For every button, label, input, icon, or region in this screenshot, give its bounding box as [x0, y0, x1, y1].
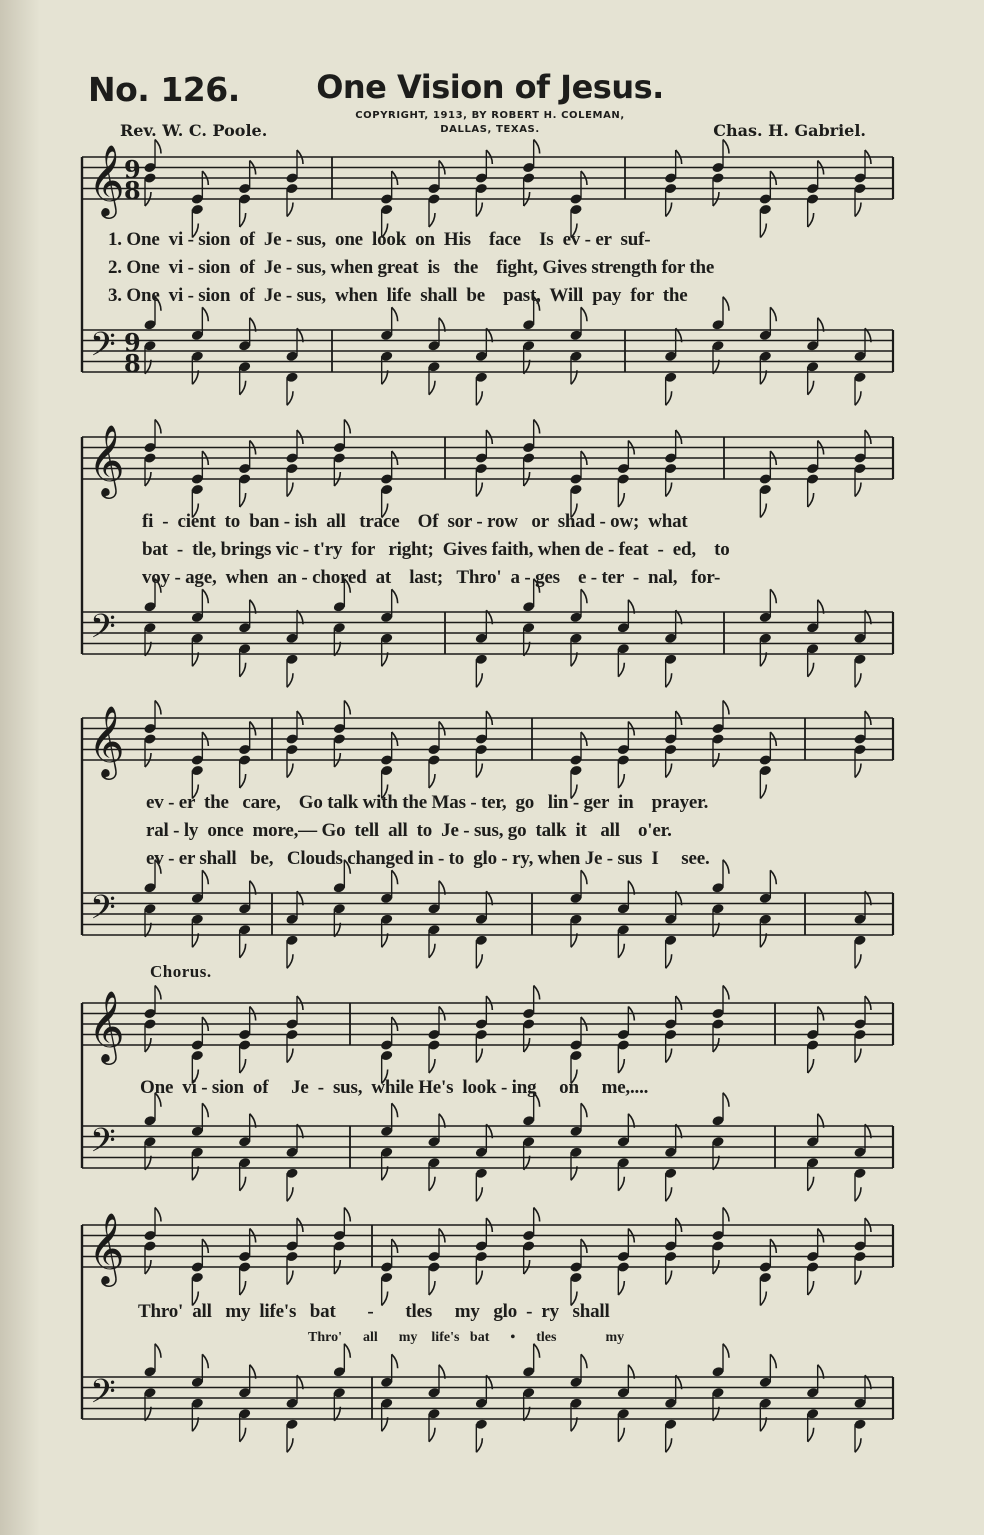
note-flag — [155, 701, 161, 715]
note-flag — [723, 701, 729, 715]
note-flag — [618, 663, 624, 677]
note-flag — [287, 1049, 293, 1063]
composer-credit: Chas. H. Gabriel. — [713, 121, 866, 140]
note-flag — [287, 1438, 293, 1452]
note-flag — [618, 944, 624, 958]
note-flag — [723, 1208, 729, 1222]
note-flag — [392, 307, 398, 321]
treble-clef: 𝄞 — [88, 704, 125, 777]
note-flag — [202, 1103, 208, 1117]
note-flag — [240, 1428, 246, 1442]
hymn-number: No. 126. — [88, 70, 240, 109]
note-flag — [429, 1177, 435, 1191]
note-flag — [476, 1271, 482, 1285]
note-flag — [202, 870, 208, 884]
note-flag — [534, 1208, 540, 1222]
note-flag — [770, 589, 776, 603]
hymn-title: One Vision of Jesus. — [316, 68, 664, 106]
note-flag — [808, 663, 814, 677]
note-flag — [240, 944, 246, 958]
bass-clef: 𝄢 — [90, 1373, 116, 1419]
bass-clef: 𝄢 — [90, 326, 116, 372]
note-flag — [476, 483, 482, 497]
note-flag — [666, 673, 672, 687]
time-signature-top: 9 — [124, 328, 141, 357]
note-flag — [392, 589, 398, 603]
note-flag — [287, 673, 293, 687]
note-flag — [287, 1187, 293, 1201]
note-flag — [666, 1187, 672, 1201]
bass-clef: 𝄢 — [90, 608, 116, 654]
note-flag — [770, 870, 776, 884]
bass-clef: 𝄢 — [90, 889, 116, 935]
note-flag — [429, 381, 435, 395]
note-flag — [808, 1059, 814, 1073]
treble-clef: 𝄞 — [88, 143, 125, 216]
note-flag — [240, 1177, 246, 1191]
system-1-verse-2: 2. One vi - sion of Je - sus, when great is the fight, Gives strength for the — [108, 257, 715, 278]
lyricist-credit: Rev. W. C. Poole. — [120, 121, 268, 140]
note-flag — [429, 1428, 435, 1442]
note-flag — [618, 774, 624, 788]
note-flag — [723, 986, 729, 1000]
copyright-notice: COPYRIGHT, 1913, BY ROBERT H. COLEMAN, — [355, 110, 625, 121]
note-flag — [855, 764, 861, 778]
note-flag — [618, 493, 624, 507]
system-2-verse-2: bat - tle, brings vic - t'ry for right; Gives faith, when de - feat - ed, to — [142, 539, 730, 560]
note-flag — [476, 1187, 482, 1201]
note-flag — [666, 391, 672, 405]
note-flag — [155, 140, 161, 154]
note-flag — [392, 1354, 398, 1368]
note-flag — [429, 944, 435, 958]
note-flag — [723, 1344, 729, 1358]
note-flag — [534, 420, 540, 434]
time-signature-bottom: 8 — [124, 349, 141, 378]
note-flag — [392, 1103, 398, 1117]
note-flag — [534, 986, 540, 1000]
note-flag — [808, 1281, 814, 1295]
note-flag — [476, 673, 482, 687]
note-flag — [476, 954, 482, 968]
chorus-verse: One vi - sion of Je - sus, while He's look - ing on me,.... — [140, 1077, 649, 1098]
note-flag — [202, 307, 208, 321]
treble-clef: 𝄞 — [88, 989, 125, 1062]
note-flag — [760, 224, 766, 238]
note-flag — [808, 1177, 814, 1191]
note-flag — [202, 1354, 208, 1368]
system-5-verse: Thro' all my life's bat - tles my glo - ry shall — [138, 1301, 610, 1322]
note-flag — [760, 504, 766, 518]
note-flag — [618, 1059, 624, 1073]
note-flag — [855, 1187, 861, 1201]
note-flag — [808, 1428, 814, 1442]
note-flag — [476, 764, 482, 778]
note-flag — [666, 1438, 672, 1452]
note-flag — [855, 673, 861, 687]
note-flag — [855, 1438, 861, 1452]
note-flag — [155, 420, 161, 434]
note-flag — [476, 391, 482, 405]
note-flag — [666, 483, 672, 497]
note-flag — [808, 381, 814, 395]
bass-clef: 𝄢 — [90, 1122, 116, 1168]
note-flag — [770, 1354, 776, 1368]
note-flag — [581, 1103, 587, 1117]
note-flag — [618, 1428, 624, 1442]
treble-clef: 𝄞 — [88, 423, 125, 496]
system-2-verse-1: fi - cient to ban - ish all trace Of sor - row or shad - ow; what — [142, 511, 688, 532]
time-signature-top: 9 — [124, 155, 141, 184]
note-flag — [808, 493, 814, 507]
note-flag — [618, 1177, 624, 1191]
note-flag — [287, 391, 293, 405]
note-flag — [240, 493, 246, 507]
note-flag — [581, 307, 587, 321]
system-3-verse-3: ev - er shall be, Clouds changed in - to glo - ry, when Je - sus I see. — [146, 848, 710, 869]
note-flag — [760, 1292, 766, 1306]
note-flag — [581, 589, 587, 603]
treble-clef: 𝄞 — [88, 1211, 125, 1284]
chorus-label: Chorus. — [150, 962, 212, 981]
note-flag — [760, 785, 766, 799]
note-flag — [240, 774, 246, 788]
note-flag — [287, 483, 293, 497]
note-flag — [666, 954, 672, 968]
system-3-verse-2: ral - ly once more,— Go tell all to Je - sus, go talk it all o'er. — [146, 820, 672, 841]
note-flag — [240, 381, 246, 395]
note-flag — [155, 1344, 161, 1358]
note-flag — [581, 1354, 587, 1368]
note-flag — [855, 1271, 861, 1285]
note-flag — [476, 1438, 482, 1452]
note-flag — [429, 1059, 435, 1073]
note-flag — [344, 1208, 350, 1222]
system-1-verse-3: 3. One vi - sion of Je - sus, when life shall be past, Will pay for the — [108, 285, 688, 306]
note-flag — [855, 203, 861, 217]
note-flag — [534, 140, 540, 154]
note-flag — [240, 663, 246, 677]
note-flag — [240, 1059, 246, 1073]
note-flag — [666, 203, 672, 217]
copyright-location: DALLAS, TEXAS. — [440, 124, 540, 135]
note-flag — [770, 307, 776, 321]
note-flag — [287, 1271, 293, 1285]
note-flag — [287, 954, 293, 968]
note-flag — [287, 764, 293, 778]
note-flag — [581, 870, 587, 884]
note-flag — [855, 1049, 861, 1063]
note-flag — [344, 420, 350, 434]
note-flag — [240, 213, 246, 227]
note-flag — [429, 213, 435, 227]
note-flag — [429, 774, 435, 788]
note-flag — [392, 870, 398, 884]
note-flag — [723, 860, 729, 874]
note-flag — [666, 1271, 672, 1285]
note-flag — [202, 589, 208, 603]
note-flag — [723, 297, 729, 311]
time-signature-bottom: 8 — [124, 176, 141, 205]
system-1-verse-1: 1. One vi - sion of Je - sus, one look on His face Is ev - er suf- — [108, 229, 651, 250]
system-3-verse-1: ev - er the care, Go talk with the Mas - ter, go lin - ger in prayer. — [146, 792, 709, 813]
note-flag — [476, 203, 482, 217]
note-flag — [476, 1049, 482, 1063]
system-5-alto-verse: Thro' all my life's bat • tles my — [308, 1330, 625, 1345]
system-2-verse-3: voy - age, when an - chored at last; Thro' a - ges e - ter - nal, for- — [142, 567, 721, 588]
note-flag — [429, 1281, 435, 1295]
note-flag — [344, 701, 350, 715]
note-flag — [723, 1093, 729, 1107]
note-flag — [240, 1281, 246, 1295]
note-flag — [855, 954, 861, 968]
note-flag — [155, 986, 161, 1000]
note-flag — [855, 391, 861, 405]
note-flag — [666, 1049, 672, 1063]
note-flag — [855, 483, 861, 497]
note-flag — [808, 213, 814, 227]
note-flag — [618, 1281, 624, 1295]
note-flag — [287, 203, 293, 217]
note-flag — [155, 1208, 161, 1222]
note-flag — [666, 764, 672, 778]
note-flag — [723, 140, 729, 154]
